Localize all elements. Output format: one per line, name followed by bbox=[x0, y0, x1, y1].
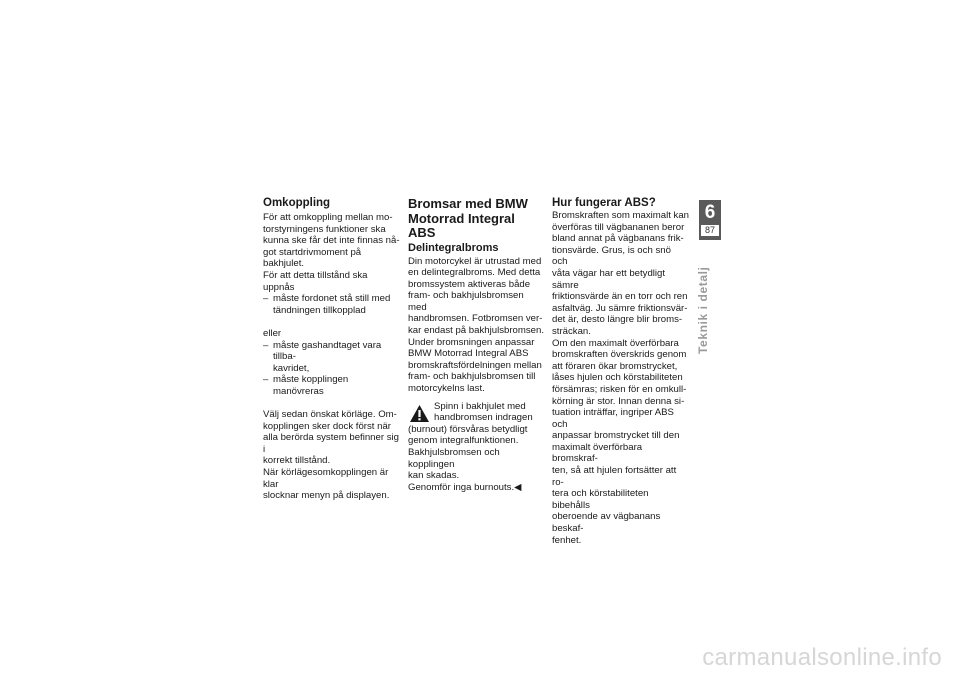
list-item: – måste fordonet stå still med tändningen tillkopplad bbox=[263, 293, 400, 316]
section-title-omkoppling: Omkoppling bbox=[263, 197, 331, 209]
section-title-bromsar: Bromsar med BMW Motorrad Integral ABS bbox=[408, 196, 528, 240]
paragraph: För att omkoppling mellan mo- torstyrningens funktioner ska kunna ske får det inte finnas nå- got startdrivmoment på bakhjulet. För att detta tillstånd ska uppnås bbox=[263, 212, 400, 293]
watermark: carmanualsonline.info bbox=[702, 644, 942, 671]
or-text: eller bbox=[263, 327, 282, 339]
column-bromsar bbox=[408, 197, 545, 493]
warning-text: Spinn i bakhjulet med handbromsen indragen bbox=[434, 400, 533, 424]
page-number: 87 bbox=[701, 225, 719, 236]
paragraph: Välj sedan önskat körläge. Om- kopplingen sker dock först när alla berörda system befinner sig i korrekt tillstånd. När körlägesomkopplingen är klar slocknar menyn på displayen. bbox=[263, 409, 399, 502]
warning-triangle-icon bbox=[409, 404, 430, 423]
chapter-number: 6 bbox=[704, 202, 716, 223]
paragraph: Bromskraften som maximalt kan överföras till vägbananen beror bland annat på vägbanans frik- tionsvärde. Grus, is och snö och våta vägar har ett betydligt sämre friktionsvärde än en torr och ren asfaltväg. Ju sämre friktionsvär- det är, desto längre blir broms- sträckan. Om den maximalt överförbara bromskraften överskrids genom att föraren ökar bromstrycket, låses hjulen och körstabiliteten försämras; risken för en omkull- körning är stor. Innan denna si- tuation inträffar, ingriper ABS och anpassar bromstrycket till den maximalt överförbara bromskraf- ten, så att hjulen fortsätter att ro- tera och körstabiliteten bibehålls oberoende av vägbanans beskaf- fenhet. bbox=[552, 210, 690, 546]
list-item: – måste kopplingen manövreras bbox=[263, 374, 400, 397]
column-abs bbox=[552, 197, 689, 546]
list-item: – måste gashandtaget vara tillba- kavridet, bbox=[263, 340, 400, 375]
paragraph: Din motorcykel är utrustad med en delintegralbroms. Med detta bromssystem aktiveras både fram- och bakhjulsbromsen med handbromsen. Fotbromsen ver- kar endast på bakhjulsbromsen. Under bromsningen anpassar BMW Motorrad Integral ABS bromskraftsfördelningen mellan fram- och bakhjulsbromsen till motorcykelns last. bbox=[408, 255, 544, 395]
section-label-vertical: Teknik i detalj bbox=[696, 266, 710, 354]
warning-text: (burnout) försvåras betydligt genom integralfunktionen. Bakhjulsbromsen och kopplingen kan skadas. Genomför inga burnouts.◀ bbox=[408, 423, 528, 493]
column-omkoppling bbox=[263, 197, 400, 502]
section-title-abs: Hur fungerar ABS? bbox=[552, 197, 656, 209]
subsection-title: Delintegralbroms bbox=[408, 241, 499, 254]
warning-block bbox=[408, 401, 545, 494]
